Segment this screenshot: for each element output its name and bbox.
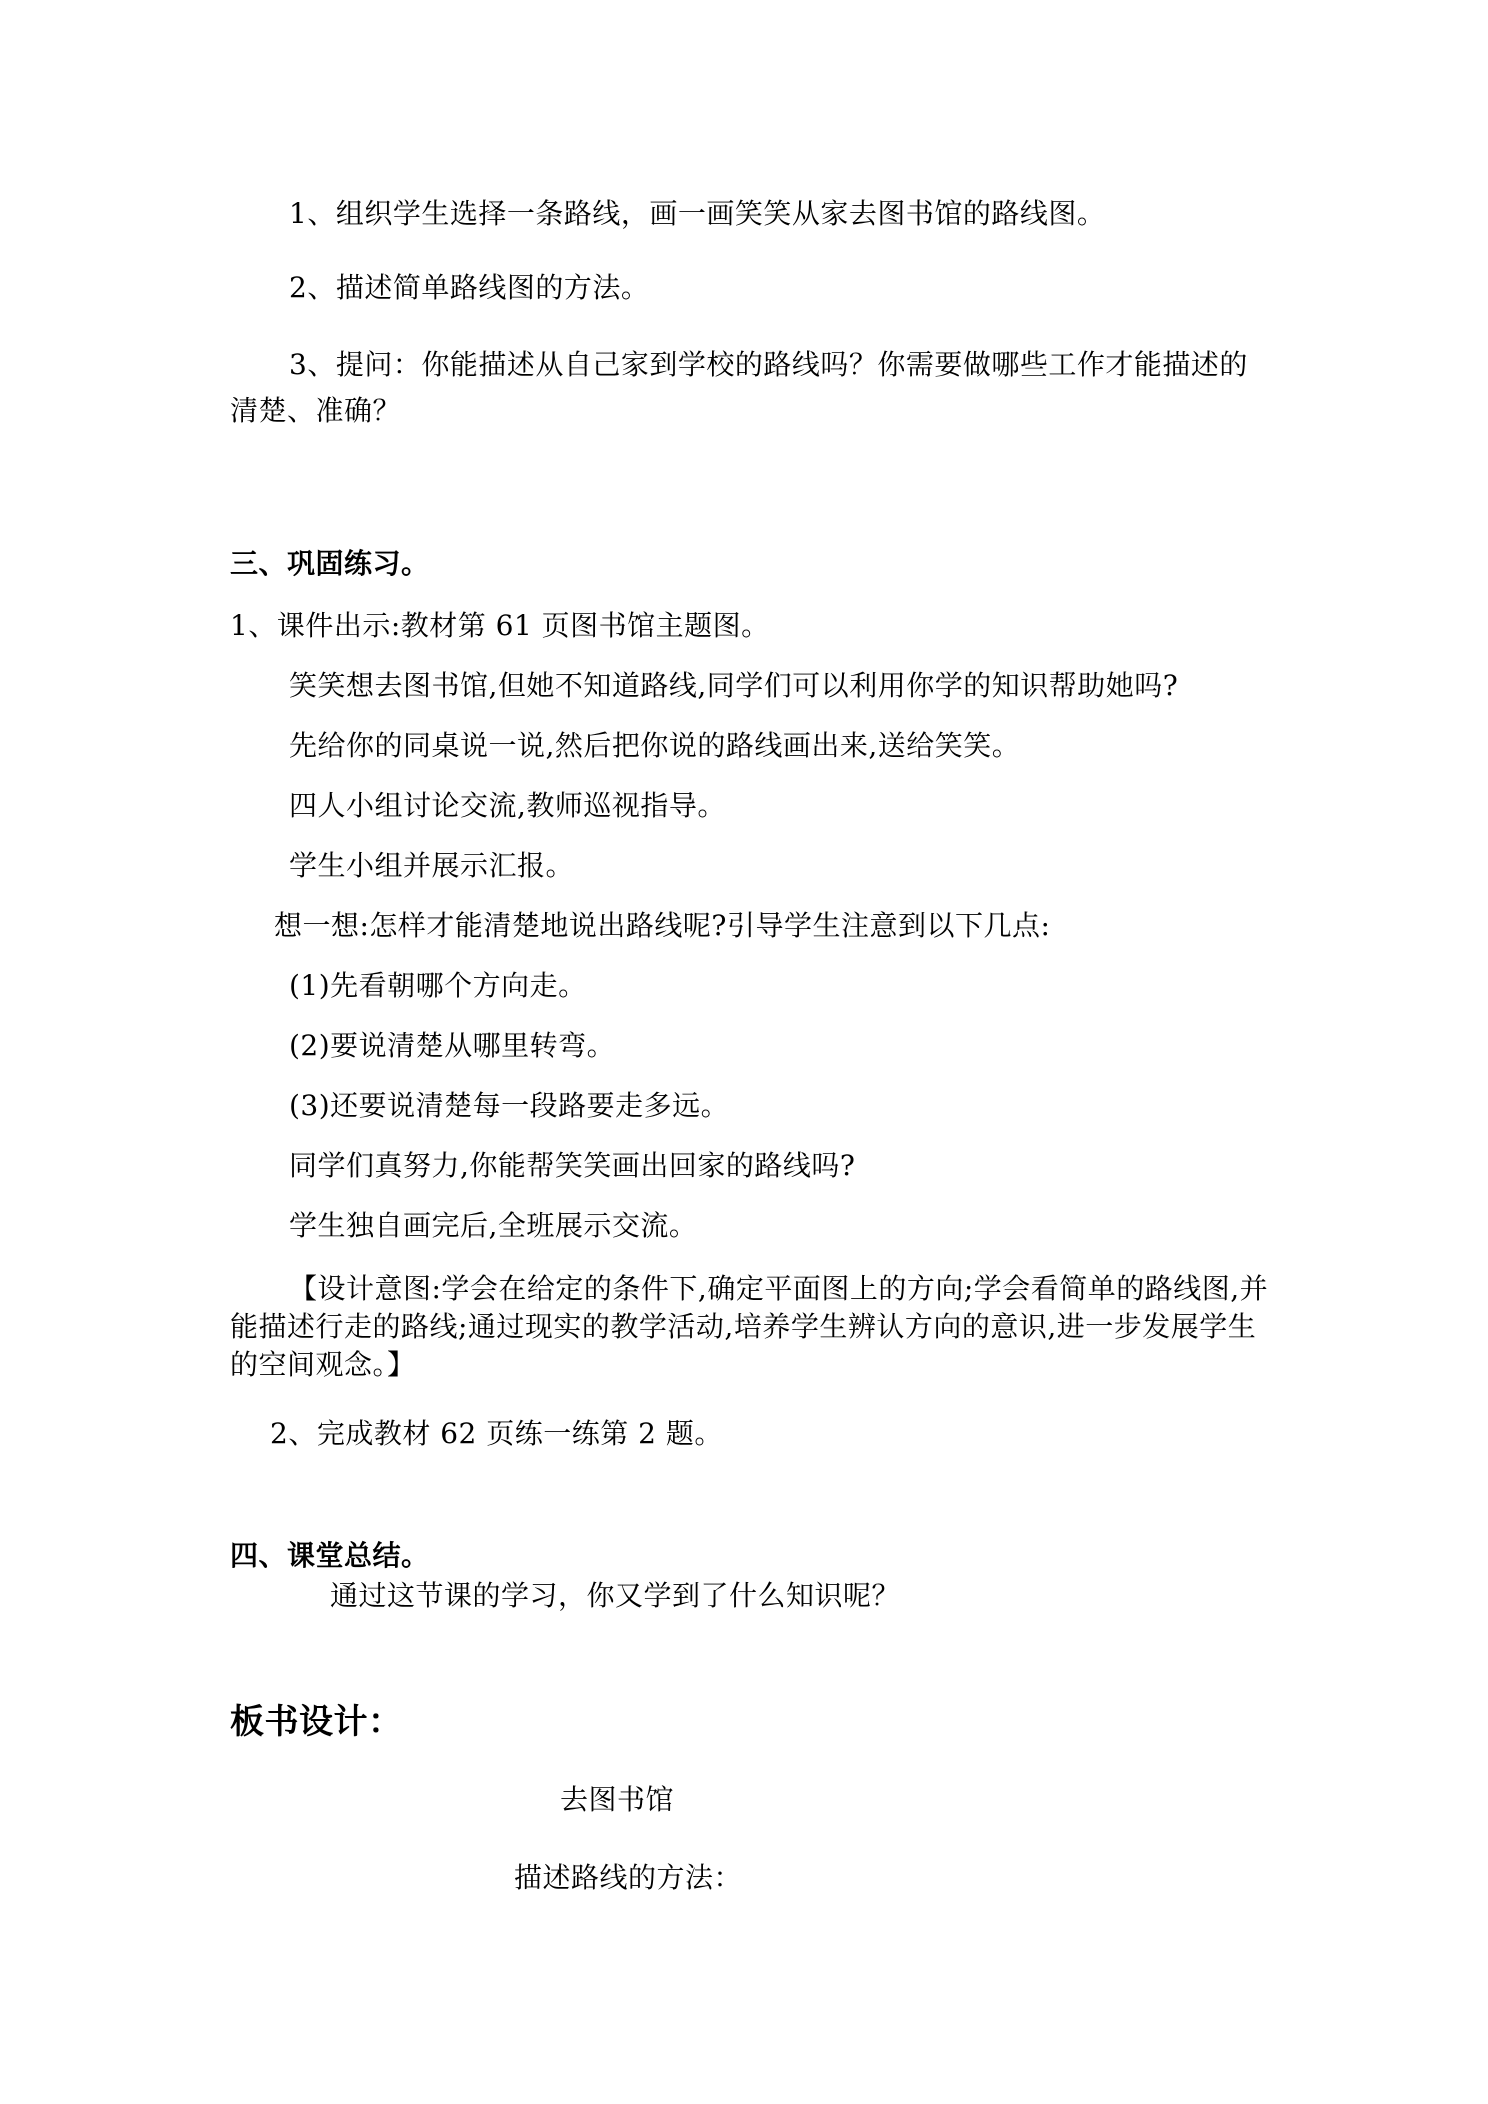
section3-item-2: 2、完成教材 62 页练一练第 2 题。 [270,1417,723,1450]
section2-item-2: 2、描述简单路线图的方法。 [289,271,650,304]
section3-paragraph-6: 同学们真努力,你能帮笑笑画出回家的路线吗? [289,1149,856,1182]
section3-point-3: (3)还要说清楚每一段路要走多远。 [289,1089,730,1122]
section3-point-1: (1)先看朝哪个方向走。 [289,969,587,1002]
section4-text: 通过这节课的学习，你又学到了什么知识呢？ [330,1579,901,1612]
design-intent: 【设计意图:学会在给定的条件下,确定平面图上的方向;学会看简单的路线图,并能描述行走的路线;通过现实的教学活动,培养学生辨认方向的意识,进一步发展学生的空间观念。】 [230,1272,1269,1381]
section3-paragraph-4: 学生小组并展示汇报。 [289,849,575,882]
board-heading: 板书设计： [230,1702,403,1742]
board-subtitle: 描述路线的方法： [514,1861,743,1894]
section2-item-3: 3、提问：你能描述从自己家到学校的路线吗？你需要做哪些工作才能描述的清楚、准确？ [230,348,1248,427]
board-title: 去图书馆 [560,1783,675,1816]
section3-paragraph-3: 四人小组讨论交流,教师巡视指导。 [289,789,726,822]
section3-paragraph-2: 先给你的同桌说一说,然后把你说的路线画出来,送给笑笑。 [289,729,1021,762]
section2-item-1: 1、组织学生选择一条路线，画一画笑笑从家去图书馆的路线图。 [289,197,1106,230]
section3-heading: 三、巩固练习。 [230,547,430,580]
section3-item-1: 1、课件出示:教材第 61 页图书馆主题图。 [230,609,770,642]
section3-paragraph-7: 学生独自画完后,全班展示交流。 [289,1209,698,1242]
section3-paragraph-1: 笑笑想去图书馆,但她不知道路线,同学们可以利用你学的知识帮助她吗? [289,669,1179,702]
section4-heading: 四、课堂总结。 [230,1539,430,1572]
section3-paragraph-5: 想一想:怎样才能清楚地说出路线呢?引导学生注意到以下几点: [274,909,1051,942]
section3-point-2: (2)要说清楚从哪里转弯。 [289,1029,616,1062]
